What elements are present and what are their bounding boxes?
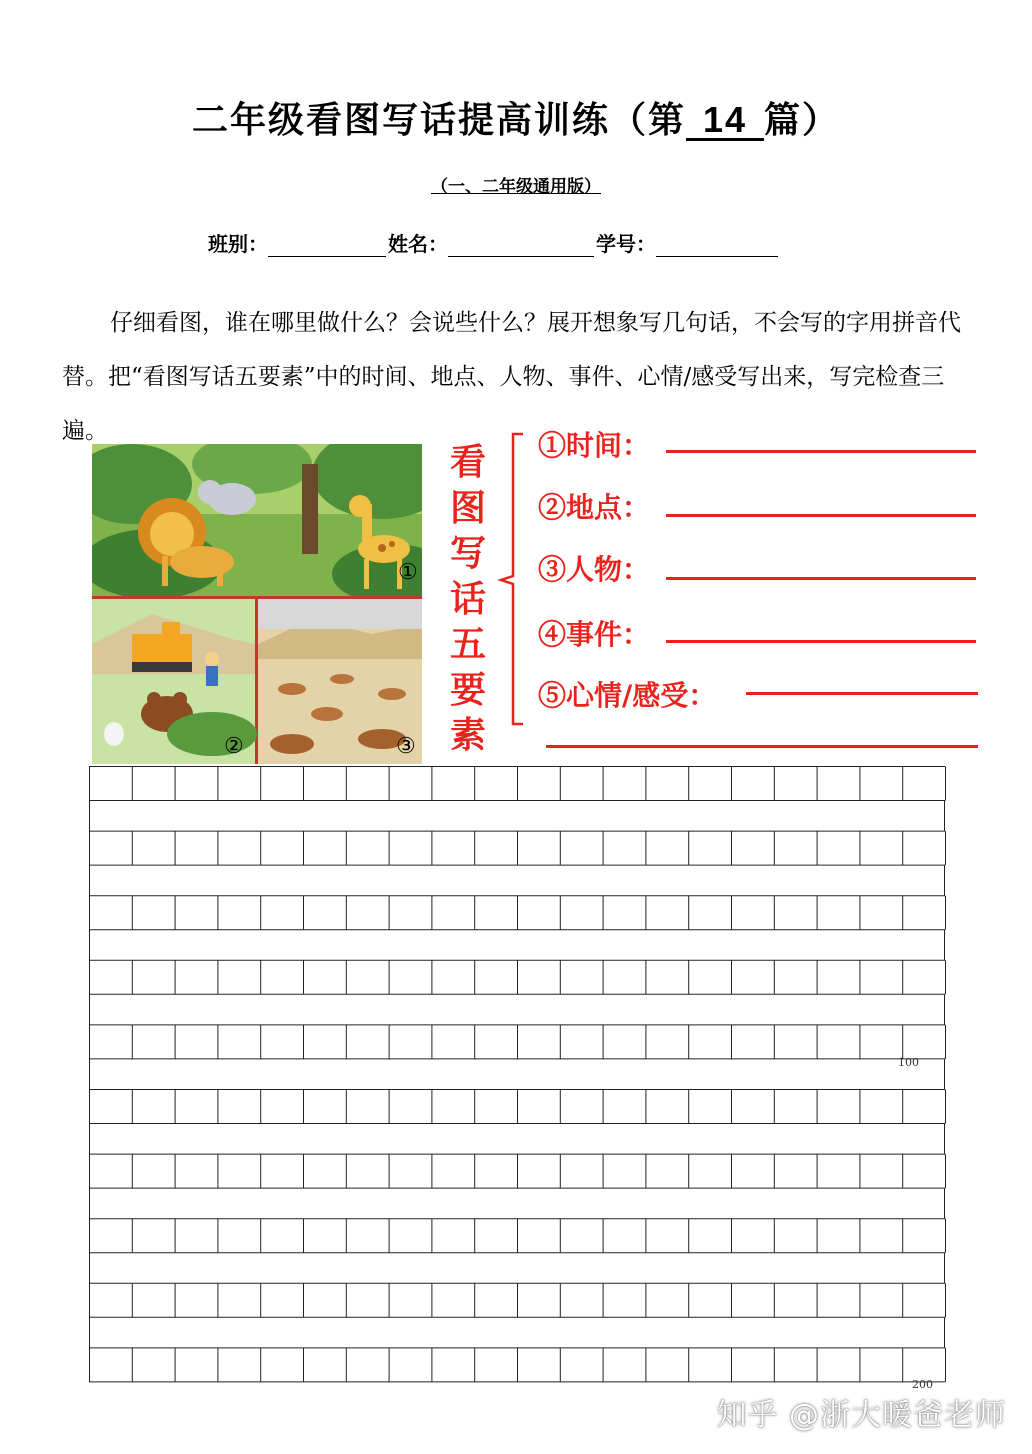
panel-number-3: ③ <box>396 734 416 759</box>
class-field[interactable] <box>268 234 386 257</box>
element-time-label: ①时间： <box>538 429 651 462</box>
element-event-label: ④事件： <box>538 618 651 651</box>
story-picture <box>92 444 422 764</box>
panel-number-2: ② <box>224 734 244 759</box>
element-characters-line[interactable] <box>666 577 976 580</box>
element-characters <box>538 548 650 588</box>
element-place-label: ②地点： <box>538 491 651 524</box>
class-label: 班别： <box>208 232 268 256</box>
subtitle-text: （一、二年级通用版） <box>431 177 601 197</box>
element-place-line[interactable] <box>666 514 976 517</box>
element-event <box>538 613 650 653</box>
watermark: 知乎 @浙大暖爸老师 <box>716 1398 1006 1433</box>
element-feeling <box>538 674 716 714</box>
page-title <box>0 92 1032 143</box>
count-mark-200: 200 <box>912 1378 933 1391</box>
student-info <box>208 228 780 257</box>
element-time-line[interactable] <box>666 450 976 453</box>
element-event-line[interactable] <box>666 640 976 643</box>
count-mark-100: 100 <box>898 1056 919 1069</box>
subtitle <box>0 172 1032 197</box>
element-characters-label: ③人物： <box>538 553 651 586</box>
element-feeling-label: ⑤心情/感受： <box>538 679 717 712</box>
five-elements-heading: 看图写话五要素 <box>449 441 486 756</box>
instructions: 仔细看图，谁在哪里做什么？会说些什么？展开想象写几句话，不会写的字用拼音代替。把“看图写话五要素”中的时间、地点、人物、事件、心情/感受写出来，写完检查三遍。 <box>62 310 961 444</box>
id-field[interactable] <box>656 234 778 257</box>
story-picture-art <box>92 444 422 764</box>
title-prefix: 二年级看图写话提高训练（第 <box>191 100 686 141</box>
element-feeling-line[interactable] <box>746 692 978 695</box>
title-number: 14 <box>686 102 764 141</box>
element-time <box>538 424 650 464</box>
element-place <box>538 486 650 526</box>
writing-grid[interactable] <box>89 766 959 1396</box>
name-label: 姓名： <box>388 232 448 256</box>
id-label: 学号： <box>596 232 656 256</box>
title-suffix: 篇） <box>764 100 841 141</box>
name-field[interactable] <box>448 234 594 257</box>
bracket-icon <box>495 430 529 730</box>
panel-number-1: ① <box>398 560 418 585</box>
element-extra-line[interactable] <box>546 745 978 748</box>
